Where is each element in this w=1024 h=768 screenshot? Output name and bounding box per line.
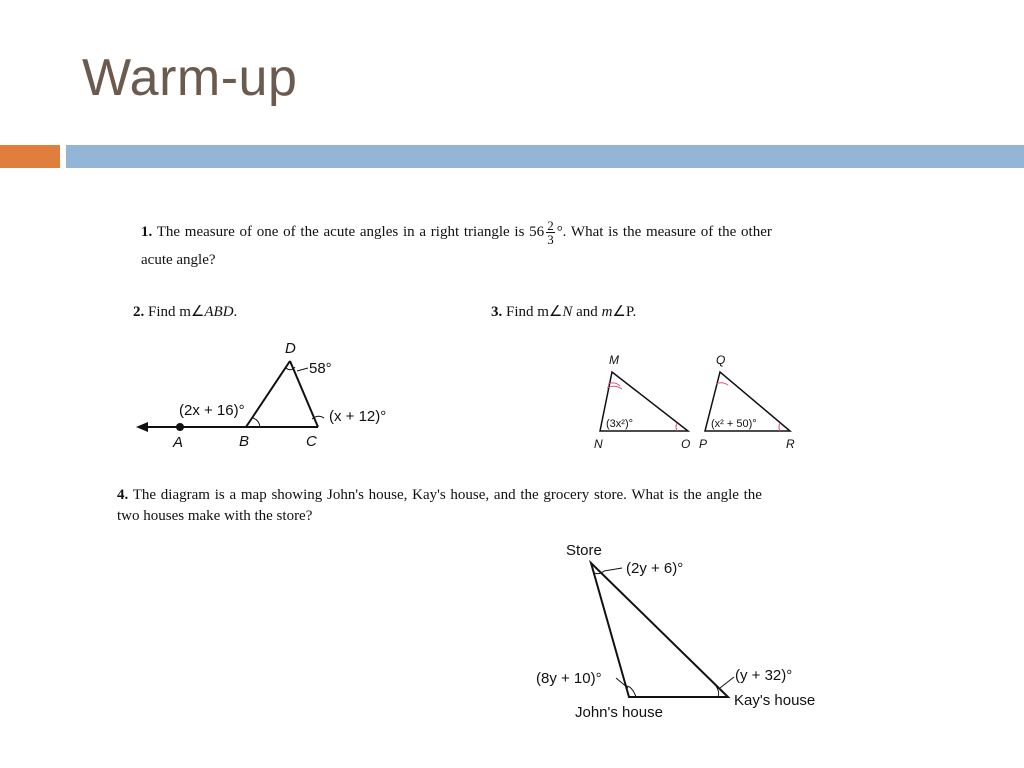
- label-q: Q: [716, 353, 726, 367]
- label-johns-house: John's house: [575, 704, 663, 721]
- question-2-text: Find m∠: [148, 304, 205, 320]
- label-a: A: [173, 434, 184, 451]
- question-1-text: The measure of one of the acute angles in a right triangle is 56: [156, 223, 545, 240]
- question-1-number: 1.: [141, 223, 153, 240]
- label-angle-p: (x² + 50)°: [711, 418, 757, 430]
- label-b: B: [239, 433, 250, 450]
- question-3-text: Find m∠: [506, 304, 563, 320]
- question-3-angle-n: N: [562, 304, 573, 320]
- question-2-end: .: [233, 304, 238, 320]
- point-a: [176, 423, 184, 431]
- label-leader-d: [297, 368, 308, 371]
- question-3-m: m: [601, 304, 613, 320]
- question-1-text-after: °. What is the measure of the other: [556, 223, 772, 240]
- question-3-number: 3.: [491, 304, 503, 320]
- label-o: O: [681, 437, 691, 451]
- slide-title: Warm-up: [82, 49, 298, 107]
- label-angle-d: 58°: [309, 360, 332, 377]
- label-angle-n: (3x²)°: [606, 418, 634, 430]
- angle-arc-b: [253, 418, 260, 427]
- triangle-map: [591, 563, 728, 697]
- label-m: M: [609, 353, 619, 367]
- label-c: C: [306, 433, 317, 450]
- leader-kays: [720, 677, 734, 688]
- label-angle-johns: (8y + 10)°: [536, 670, 602, 687]
- label-angle-store: (2y + 6)°: [626, 560, 684, 577]
- angle-arc-r: [779, 423, 780, 431]
- question-4-number: 4.: [117, 487, 129, 503]
- question-4-line-2: two houses make with the store?: [117, 508, 313, 524]
- label-r: R: [786, 437, 795, 451]
- label-kays-house: Kay's house: [734, 692, 816, 709]
- label-angle-b: (2x + 16)°: [179, 402, 245, 419]
- label-n: N: [594, 437, 603, 451]
- question-2-number: 2.: [133, 304, 145, 320]
- question-3-angle-p: ∠P.: [612, 304, 637, 320]
- question-3-and: and: [572, 304, 602, 320]
- leader-johns: [616, 678, 628, 688]
- label-p: P: [699, 437, 708, 451]
- question-2-angle-name: ABD: [204, 304, 234, 320]
- label-store: Store: [566, 542, 602, 559]
- angle-arc-o: [676, 423, 677, 431]
- fraction-denominator: 3: [547, 232, 554, 247]
- angle-arc-q: [716, 383, 728, 385]
- segment-bd: [246, 361, 290, 427]
- leader-store: [604, 568, 622, 571]
- question-1-line-2: acute angle?: [141, 252, 216, 268]
- question-4-text: The diagram is a map showing John's house, Kay's house, and the grocery store. What is the angle the: [132, 487, 762, 503]
- label-d: D: [285, 340, 296, 357]
- ray-arrowhead: [136, 422, 148, 432]
- label-angle-c: (x + 12)°: [329, 408, 387, 425]
- label-angle-kays: (y + 32)°: [735, 667, 793, 684]
- fraction-numerator: 2: [547, 218, 554, 233]
